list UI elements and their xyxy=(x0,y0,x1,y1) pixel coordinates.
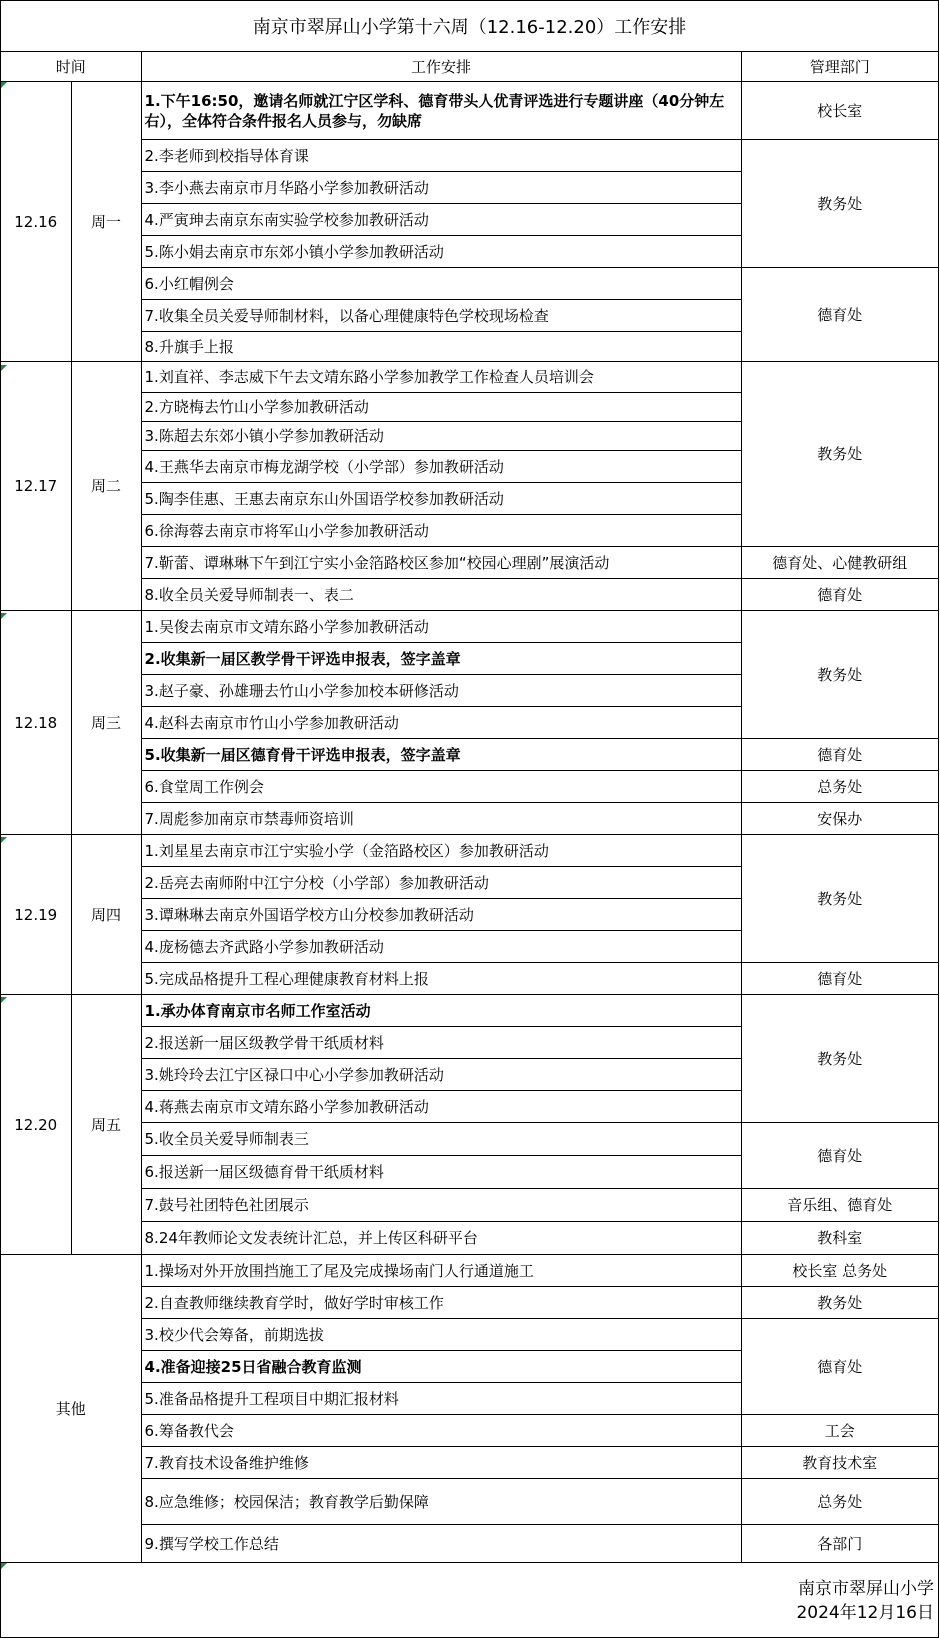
header-time: 时间 xyxy=(1,52,141,82)
task-cell: 5.收集新一届区德育骨干评选申报表，签字盖章 xyxy=(141,739,741,771)
table-row xyxy=(1,579,938,611)
footer-date: 2024年12月16日 xyxy=(796,1603,934,1623)
table-row xyxy=(1,611,938,643)
dept-cell: 德育处 xyxy=(741,268,938,362)
header-row xyxy=(1,52,938,82)
dept-cell: 教务处 xyxy=(741,995,938,1123)
task-cell: 3.谭琳琳去南京外国语学校方山分校参加教研活动 xyxy=(141,899,741,931)
table-row xyxy=(1,739,938,771)
task-cell: 2.方晓梅去竹山小学参加教研活动 xyxy=(141,393,741,422)
cell-marker-icon xyxy=(1,1563,7,1569)
dept-cell: 校长室 总务处 xyxy=(741,1255,938,1287)
task-cell: 5.完成品格提升工程心理健康教育材料上报 xyxy=(141,963,741,995)
task-cell: 7.教育技术设备维护维修 xyxy=(141,1447,741,1479)
task-cell: 3.李小燕去南京市月华路小学参加教研活动 xyxy=(141,172,741,204)
task-cell: 5.陶李佳惠、王惠去南京东山外国语学校参加教研活动 xyxy=(141,483,741,515)
table-row xyxy=(1,1222,938,1255)
table-row xyxy=(1,1255,938,1287)
task-cell: 7.靳蕾、谭琳琳下午到江宁实小金箔路校区参加“校园心理剧”展演活动 xyxy=(141,547,741,579)
table-row xyxy=(1,803,938,835)
dept-cell: 安保办 xyxy=(741,803,938,835)
dept-cell: 教务处 xyxy=(741,835,938,963)
table-row xyxy=(1,835,938,867)
weekday-cell: 周二 xyxy=(71,362,141,611)
dept-cell: 总务处 xyxy=(741,1479,938,1525)
cell-marker-icon xyxy=(1,82,7,88)
task-cell: 3.陈超去东郊小镇小学参加教研活动 xyxy=(141,422,741,451)
task-cell: 4.蒋燕去南京市文靖东路小学参加教研活动 xyxy=(141,1091,741,1123)
dept-cell: 教务处 xyxy=(741,611,938,739)
dept-cell: 德育处 xyxy=(741,579,938,611)
dept-cell: 各部门 xyxy=(741,1525,938,1563)
header-work: 工作安排 xyxy=(141,52,741,82)
task-cell: 4.赵科去南京市竹山小学参加教研活动 xyxy=(141,707,741,739)
table-row xyxy=(1,1287,938,1319)
weekday-cell: 周一 xyxy=(71,82,141,362)
task-cell: 3.校少代会筹备，前期选拔 xyxy=(141,1319,741,1351)
task-cell: 2.收集新一届区教学骨干评选申报表，签字盖章 xyxy=(141,643,741,675)
table-row xyxy=(1,1525,938,1563)
date-cell: 12.16 xyxy=(1,82,71,362)
table-row xyxy=(1,1319,938,1351)
task-cell: 1.刘星星去南京市江宁实验小学（金箔路校区）参加教研活动 xyxy=(141,835,741,867)
footer-signature xyxy=(796,1577,934,1625)
task-cell: 6.徐海蓉去南京市将军山小学参加教研活动 xyxy=(141,515,741,547)
task-cell: 7.收集全员关爱导师制材料，以备心理健康特色学校现场检查 xyxy=(141,300,741,332)
task-cell: 4.准备迎接25日省融合教育监测 xyxy=(141,1351,741,1383)
task-cell: 8.24年教师论文发表统计汇总，并上传区科研平台 xyxy=(141,1222,741,1255)
dept-cell: 教科室 xyxy=(741,1222,938,1255)
cell-marker-icon xyxy=(1,613,7,619)
dept-cell: 德育处 xyxy=(741,1319,938,1415)
task-cell: 4.严寅珅去南京东南实验学校参加教研活动 xyxy=(141,204,741,236)
date-cell: 12.18 xyxy=(1,611,71,835)
task-cell: 7.鼓号社团特色社团展示 xyxy=(141,1189,741,1222)
task-cell: 1.刘直祥、李志威下午去文靖东路小学参加教学工作检查人员培训会 xyxy=(141,362,741,393)
date-cell: 12.17 xyxy=(1,362,71,611)
page-title: 南京市翠屏山小学第十六周（12.16-12.20）工作安排 xyxy=(1,1,938,52)
dept-cell: 德育处、心健教研组 xyxy=(741,547,938,579)
table-row xyxy=(1,963,938,995)
task-cell: 8.升旗手上报 xyxy=(141,332,741,362)
header-dept: 管理部门 xyxy=(741,52,938,82)
table-row xyxy=(1,771,938,803)
task-cell: 3.姚玲玲去江宁区禄口中心小学参加教研活动 xyxy=(141,1059,741,1091)
table-row xyxy=(1,1415,938,1447)
table-row xyxy=(1,547,938,579)
cell-marker-icon xyxy=(1,997,7,1003)
weekday-cell: 周五 xyxy=(71,995,141,1255)
task-cell: 5.陈小娟去南京市东郊小镇小学参加教研活动 xyxy=(141,236,741,268)
task-cell: 4.庞杨德去齐武路小学参加教研活动 xyxy=(141,931,741,963)
footer-school: 南京市翠屏山小学 xyxy=(798,1579,934,1599)
date-cell: 12.20 xyxy=(1,995,71,1255)
table-row xyxy=(1,268,938,300)
dept-cell: 德育处 xyxy=(741,1123,938,1189)
task-cell: 8.收全员关爱导师制表一、表二 xyxy=(141,579,741,611)
weekday-cell: 周四 xyxy=(71,835,141,995)
table-row xyxy=(1,1123,938,1156)
table-row xyxy=(1,1447,938,1479)
task-cell: 2.李老师到校指导体育课 xyxy=(141,140,741,172)
schedule-table xyxy=(1,51,938,1563)
task-cell: 3.赵子豪、孙雄珊去竹山小学参加校本研修活动 xyxy=(141,675,741,707)
table-row xyxy=(1,1479,938,1525)
dept-cell: 校长室 xyxy=(741,82,938,140)
cell-marker-icon xyxy=(1,837,7,843)
task-cell: 2.报送新一届区级教学骨干纸质材料 xyxy=(141,1027,741,1059)
task-cell: 1.操场对外开放围挡施工了尾及完成操场南门人行通道施工 xyxy=(141,1255,741,1287)
task-cell: 4.王燕华去南京市梅龙湖学校（小学部）参加教研活动 xyxy=(141,451,741,483)
cell-marker-icon xyxy=(1,365,7,371)
dept-cell: 音乐组、德育处 xyxy=(741,1189,938,1222)
table-row xyxy=(1,995,938,1027)
task-cell: 6.小红帽例会 xyxy=(141,268,741,300)
task-cell: 9.撰写学校工作总结 xyxy=(141,1525,741,1563)
weekday-cell: 周三 xyxy=(71,611,141,835)
table-row xyxy=(1,140,938,172)
dept-cell: 工会 xyxy=(741,1415,938,1447)
table-row xyxy=(1,82,938,140)
task-cell: 6.报送新一届区级德育骨干纸质材料 xyxy=(141,1156,741,1189)
task-cell: 1.吴俊去南京市文靖东路小学参加教研活动 xyxy=(141,611,741,643)
dept-cell: 教育技术室 xyxy=(741,1447,938,1479)
table-row xyxy=(1,362,938,393)
dept-cell: 教务处 xyxy=(741,362,938,547)
task-cell: 7.周彪参加南京市禁毒师资培训 xyxy=(141,803,741,835)
task-cell: 1.承办体育南京市名师工作室活动 xyxy=(141,995,741,1027)
task-cell: 8.应急维修；校园保洁；教育教学后勤保障 xyxy=(141,1479,741,1525)
task-cell: 5.准备品格提升工程项目中期汇报材料 xyxy=(141,1383,741,1415)
date-cell: 12.19 xyxy=(1,835,71,995)
dept-cell: 教务处 xyxy=(741,140,938,268)
task-cell: 2.自查教师继续教育学时，做好学时审核工作 xyxy=(141,1287,741,1319)
task-cell: 5.收全员关爱导师制表三 xyxy=(141,1123,741,1156)
task-cell: 6.食堂周工作例会 xyxy=(141,771,741,803)
dept-cell: 德育处 xyxy=(741,963,938,995)
other-label-cell: 其他 xyxy=(1,1255,141,1563)
table-row xyxy=(1,1189,938,1222)
dept-cell: 德育处 xyxy=(741,739,938,771)
task-cell: 2.岳亮去南师附中江宁分校（小学部）参加教研活动 xyxy=(141,867,741,899)
task-cell: 1.下午16:50，邀请名师就江宁区学科、德育带头人优青评选进行专题讲座（40分钟左右），全体符合条件报名人员参与，勿缺席 xyxy=(141,82,741,140)
task-cell: 6.筹备教代会 xyxy=(141,1415,741,1447)
dept-cell: 教务处 xyxy=(741,1287,938,1319)
dept-cell: 总务处 xyxy=(741,771,938,803)
